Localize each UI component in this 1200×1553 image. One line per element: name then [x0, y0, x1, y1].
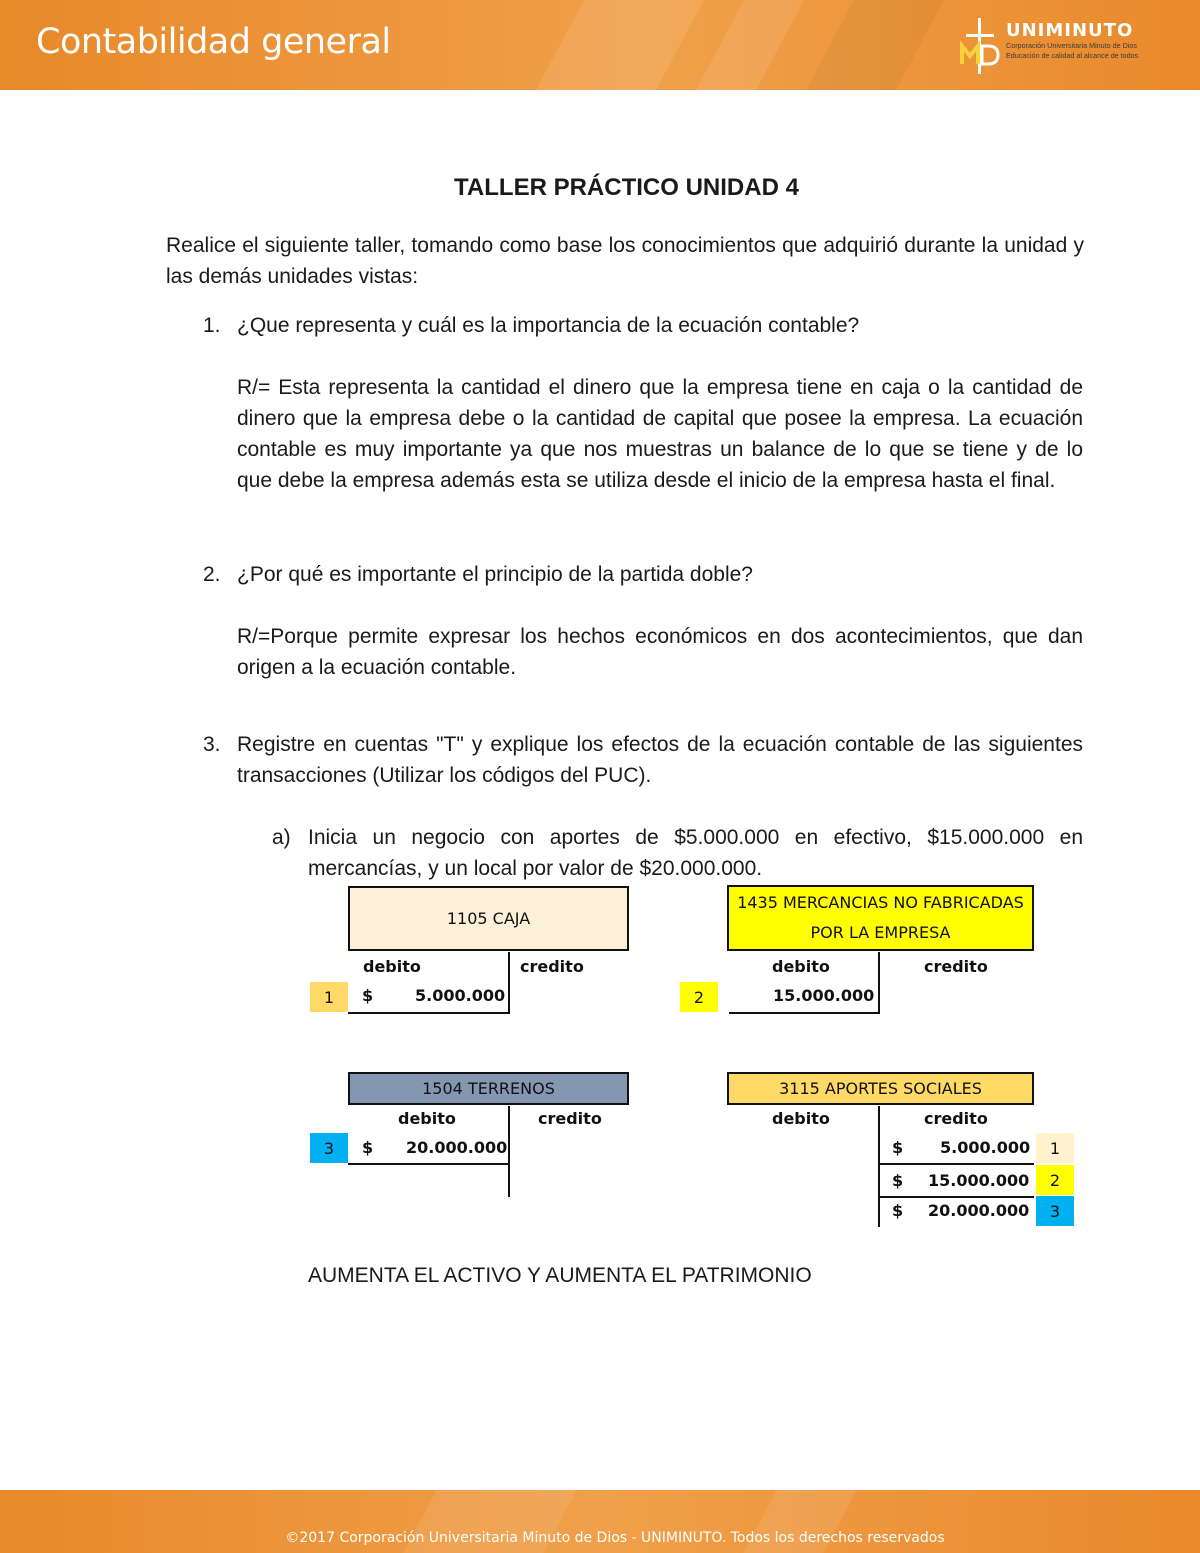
currency-sign: $ — [362, 1138, 374, 1157]
question-2: ¿Por qué es importante el principio de la partida doble? — [237, 563, 753, 586]
debit-label: debito — [772, 957, 830, 976]
transaction-badge: 1 — [310, 982, 348, 1012]
t-account-divider — [508, 952, 510, 1014]
header-facet — [806, 0, 944, 90]
credit-label: credito — [924, 1109, 988, 1128]
document-title: TALLER PRÁCTICO UNIDAD 4 — [454, 174, 799, 201]
question-number: 2. — [203, 563, 221, 586]
credit-label: credito — [924, 957, 988, 976]
debit-amount: 15.000.000 — [773, 986, 875, 1005]
transaction-badge: 2 — [1036, 1165, 1074, 1195]
credit-label: credito — [520, 957, 584, 976]
debit-label: debito — [363, 957, 421, 976]
t-account-rule — [878, 1196, 1034, 1198]
account-header-aportes: 3115 APORTES SOCIALES — [727, 1072, 1034, 1105]
transaction-badge: 1 — [1036, 1133, 1074, 1163]
header-facet — [696, 0, 804, 90]
t-account-divider — [508, 1106, 510, 1197]
question-1: ¿Que representa y cuál es la importancia de la ecuación contable? — [237, 314, 860, 337]
copyright-notice: ©2017 Corporación Universitaria Minuto de Dios - UNIMINUTO. Todos los derechos reservados — [285, 1530, 945, 1546]
debit-amount: 20.000.000 — [406, 1138, 508, 1157]
transaction-a: Inicia un negocio con aportes de $5.000.000 en efectivo, $15.000.000 en mercancías, y un local por valor de $20.000.000. — [308, 826, 1083, 880]
answer-2: R/=Porque permite expresar los hechos económicos en dos acontecimientos, que dan origen a la ecuación contable. — [237, 625, 1083, 679]
t-account-rule — [348, 1012, 510, 1014]
question-number: 1. — [203, 314, 221, 337]
credit-amount: 15.000.000 — [928, 1171, 1030, 1190]
header-facet — [536, 0, 704, 90]
logo-tagline: Educación de calidad al alcance de todos — [1006, 51, 1139, 60]
answer-1: R/= Esta representa la cantidad el dinero que la empresa tiene en caja o la cantidad de dinero que la empresa debe o la cantidad de capital que posee la empresa. La ecuación contable es muy importante ya que nos muestras un balance de lo que se tiene y de lo que debe la empresa además esta se utiliza desde el inicio de la empresa hasta el final. — [237, 376, 1083, 492]
debit-amount: 5.000.000 — [415, 986, 506, 1005]
debit-label: debito — [398, 1109, 456, 1128]
transaction-badge: 2 — [680, 982, 718, 1012]
currency-sign: $ — [892, 1171, 904, 1190]
item-label: a) — [272, 826, 291, 849]
uniminuto-emblem-icon — [958, 18, 1002, 74]
logo-subtitle: Corporación Universitaria Minuto de Dios — [1006, 41, 1138, 50]
transaction-badge: 3 — [1036, 1196, 1074, 1226]
t-account-rule — [729, 1012, 880, 1014]
t-account-rule — [348, 1163, 510, 1165]
uniminuto-logo — [958, 18, 1158, 74]
credit-label: credito — [538, 1109, 602, 1128]
account-header-terrenos: 1504 TERRENOS — [348, 1072, 629, 1105]
page-footer — [0, 1490, 1200, 1553]
account-header-caja: 1105 CAJA — [348, 886, 629, 951]
credit-amount: 20.000.000 — [928, 1201, 1030, 1220]
course-title: Contabilidad general — [36, 22, 391, 62]
t-account-divider — [878, 952, 880, 1014]
currency-sign: $ — [892, 1201, 904, 1220]
credit-amount: 5.000.000 — [940, 1138, 1031, 1157]
account-header-mercancias: 1435 MERCANCIAS NO FABRICADAS POR LA EMPRESA — [727, 885, 1034, 951]
intro-paragraph: Realice el siguiente taller, tomando como base los conocimientos que adquirió durante la unidad y las demás unidades vistas: — [166, 234, 1084, 288]
t-account-rule — [878, 1163, 1034, 1165]
logo-name: UNIMINUTO — [1006, 20, 1134, 41]
currency-sign: $ — [362, 986, 374, 1005]
question-3: Registre en cuentas "T" y explique los efectos de la ecuación contable de las siguientes transacciones (Utilizar los códigos del PUC). — [237, 733, 1083, 787]
question-number: 3. — [203, 733, 221, 756]
transaction-badge: 3 — [310, 1133, 348, 1163]
page-header — [0, 0, 1200, 90]
equation-effect: AUMENTA EL ACTIVO Y AUMENTA EL PATRIMONIO — [308, 1264, 812, 1287]
debit-label: debito — [772, 1109, 830, 1128]
t-account-divider — [878, 1106, 880, 1227]
currency-sign: $ — [892, 1138, 904, 1157]
